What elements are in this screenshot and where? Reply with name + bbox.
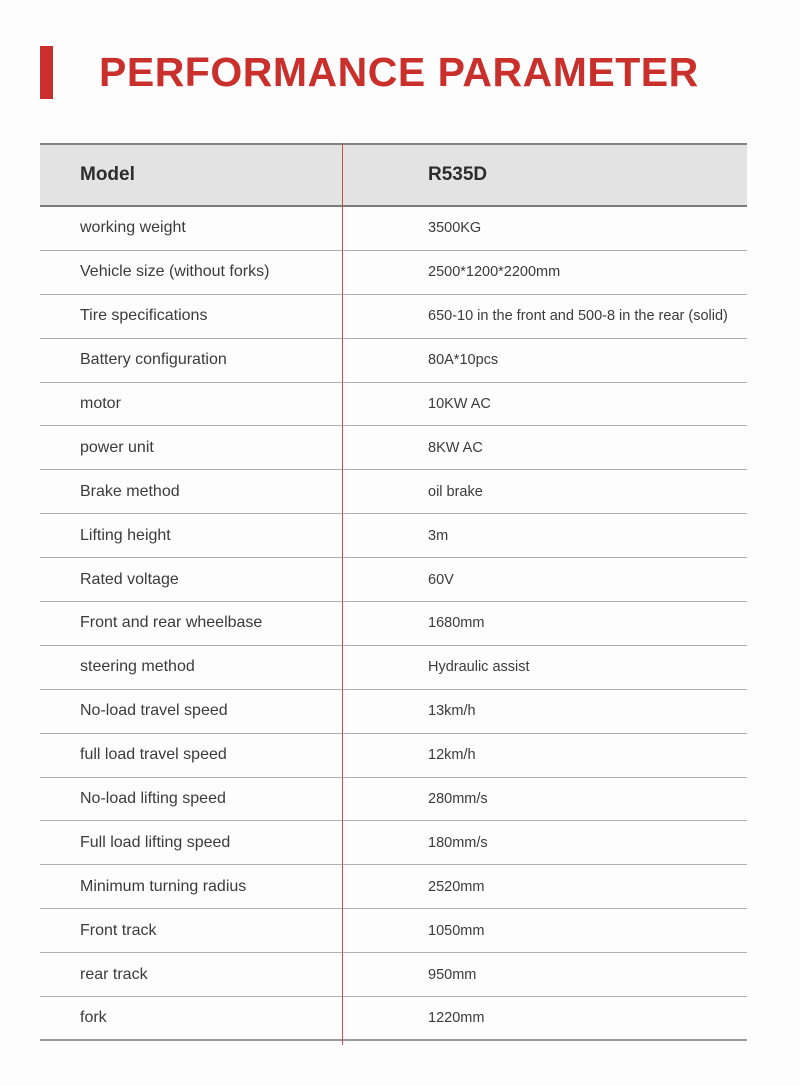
spec-label: rear track	[80, 965, 148, 983]
spec-value: 2500*1200*2200mm	[428, 264, 561, 281]
model-header-label: Model	[80, 164, 135, 185]
spec-label: Brake method	[80, 482, 180, 500]
spec-value: 60V	[428, 571, 454, 588]
spec-value: 180mm/s	[428, 834, 488, 851]
table-row	[40, 514, 747, 558]
table-row	[40, 997, 747, 1041]
table-row	[40, 426, 747, 470]
table-row	[40, 778, 747, 822]
spec-value: 13km/h	[428, 703, 476, 720]
table-row	[40, 865, 747, 909]
spec-value: 280mm/s	[428, 791, 488, 808]
spec-label: Front track	[80, 921, 157, 939]
table-body	[40, 207, 747, 1041]
table-row	[40, 734, 747, 778]
performance-parameter-table	[40, 143, 747, 1041]
spec-label: Battery configuration	[80, 351, 227, 369]
table-row	[40, 690, 747, 734]
table-row	[40, 339, 747, 383]
spec-label: Vehicle size (without forks)	[80, 263, 270, 281]
spec-value: 8KW AC	[428, 439, 483, 456]
spec-label: Tire specifications	[80, 307, 208, 325]
spec-value: oil brake	[428, 483, 483, 500]
spec-value: 3500KG	[428, 220, 482, 237]
spec-value: 10KW AC	[428, 396, 491, 412]
spec-value: 2520mm	[428, 878, 485, 895]
spec-value: 1220mm	[428, 1009, 485, 1026]
table-row	[40, 909, 747, 953]
table-row	[40, 602, 747, 646]
spec-label: full load travel speed	[80, 746, 227, 764]
spec-label: fork	[80, 1008, 107, 1026]
table-row	[40, 251, 747, 295]
table-header-row	[40, 143, 747, 207]
table-row	[40, 821, 747, 865]
spec-label: Minimum turning radius	[80, 877, 247, 895]
spec-label: Rated voltage	[80, 570, 179, 588]
spec-label: Front and rear wheelbase	[80, 614, 263, 632]
table-row	[40, 207, 747, 251]
spec-label: motor	[80, 395, 121, 412]
spec-value: Hydraulic assist	[428, 659, 530, 676]
spec-label: No-load lifting speed	[80, 790, 226, 808]
spec-label: Lifting height	[80, 526, 171, 544]
spec-label: power unit	[80, 438, 154, 456]
spec-label: working weight	[80, 219, 186, 237]
table-row	[40, 558, 747, 602]
spec-label: Full load lifting speed	[80, 833, 231, 851]
spec-value: 80A*10pcs	[428, 352, 499, 369]
page-header	[40, 46, 699, 99]
column-divider-line	[342, 143, 344, 1045]
spec-value: 650-10 in the front and 500-8 in the rear (solid)	[428, 308, 728, 325]
spec-value: 1680mm	[428, 615, 485, 632]
table-row	[40, 295, 747, 339]
model-header-value: R535D	[428, 164, 488, 185]
spec-value: 950mm	[428, 966, 477, 983]
title-accent-bar	[40, 46, 53, 99]
spec-label: steering method	[80, 658, 195, 676]
table-row	[40, 646, 747, 690]
spec-label: No-load travel speed	[80, 702, 228, 720]
table-row	[40, 470, 747, 514]
spec-value: 3m	[428, 527, 449, 544]
spec-value: 12km/h	[428, 747, 476, 764]
table-row	[40, 953, 747, 997]
spec-value: 1050mm	[428, 922, 485, 939]
page-title: PERFORMANCE PARAMETER	[99, 49, 699, 95]
table-row	[40, 383, 747, 427]
